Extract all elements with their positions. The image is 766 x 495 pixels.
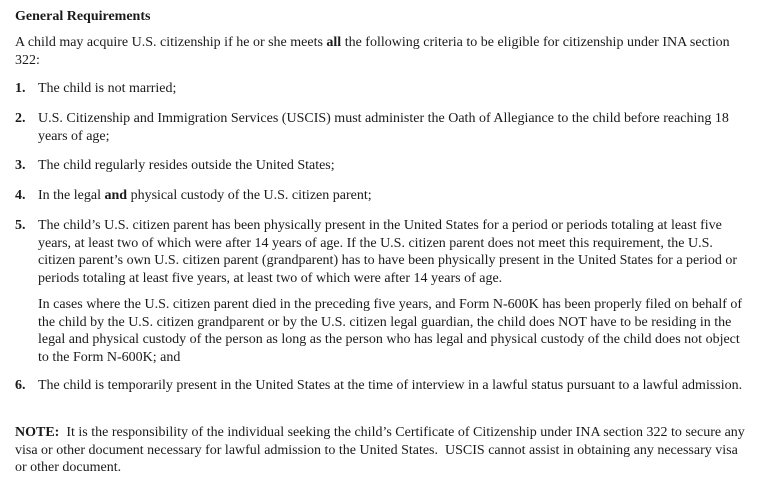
item4-text-before: In the legal bbox=[38, 188, 105, 203]
list-item-number: 3. bbox=[15, 158, 26, 173]
list-item-text: U.S. Citizenship and Immigration Services (USCIS) must administer the Oath of Allegiance to the child before reaching 18 years of age; bbox=[38, 111, 729, 144]
intro-text-before: A child may acquire U.S. citizenship if he or she meets bbox=[15, 35, 327, 50]
section-heading: General Requirements bbox=[15, 9, 151, 24]
intro-text-after: the following criteria to be eligible for citizenship under INA section 322: bbox=[15, 35, 730, 68]
intro-emphasis: all bbox=[326, 35, 342, 50]
list-item-number: 1. bbox=[15, 81, 26, 96]
list-item-text: The child is temporarily present in the United States at the time of interview in a lawful status pursuant to a lawful admission. bbox=[38, 378, 743, 393]
intro-paragraph bbox=[15, 34, 750, 69]
list-item-text bbox=[38, 187, 750, 205]
list-item-5-subparagraph: In cases where the U.S. citizen parent died in the preceding five years, and Form N-600K has been properly filed on behalf of the child by the U.S. citizen grandparent or by the U.S. citizen legal guardian, the child does NOT have to be residing in the legal and physical custody of the person as long as the person who has legal and physical custody of the child does not object to the Form N-600K; and bbox=[38, 297, 743, 365]
list-item-number: 2. bbox=[15, 111, 26, 126]
list-item-text: The child’s U.S. citizen parent has been physically present in the United States for a period or periods totaling at least five years, at least two of which were after 14 years of age. If the U.S. citizen parent does not meet this requirement, the U.S. citizen parent’s own U.S. citizen parent (grandparent) has to have been physically present in the United States for a period or periods totaling at least five years, at least two of which were after 14 years of age. bbox=[38, 218, 737, 286]
note-paragraph bbox=[15, 424, 750, 477]
list-item-text: The child is not married; bbox=[38, 81, 177, 96]
item4-emphasis: and bbox=[104, 188, 128, 203]
list-item-number: 6. bbox=[15, 378, 26, 393]
note-label: NOTE: bbox=[15, 425, 60, 440]
list-item-text: The child regularly resides outside the United States; bbox=[38, 158, 335, 173]
item4-text-after: physical custody of the U.S. citizen parent; bbox=[127, 188, 372, 203]
list-item-number: 5. bbox=[15, 218, 26, 233]
note-text: It is the responsibility of the individual seeking the child’s Certificate of Citizenship under INA section 322 to secure any visa or other document necessary for lawful admission to the United States. USCIS cannot assist in obtaining any necessary visa or other document. bbox=[15, 425, 749, 475]
list-item-number: 4. bbox=[15, 188, 26, 203]
